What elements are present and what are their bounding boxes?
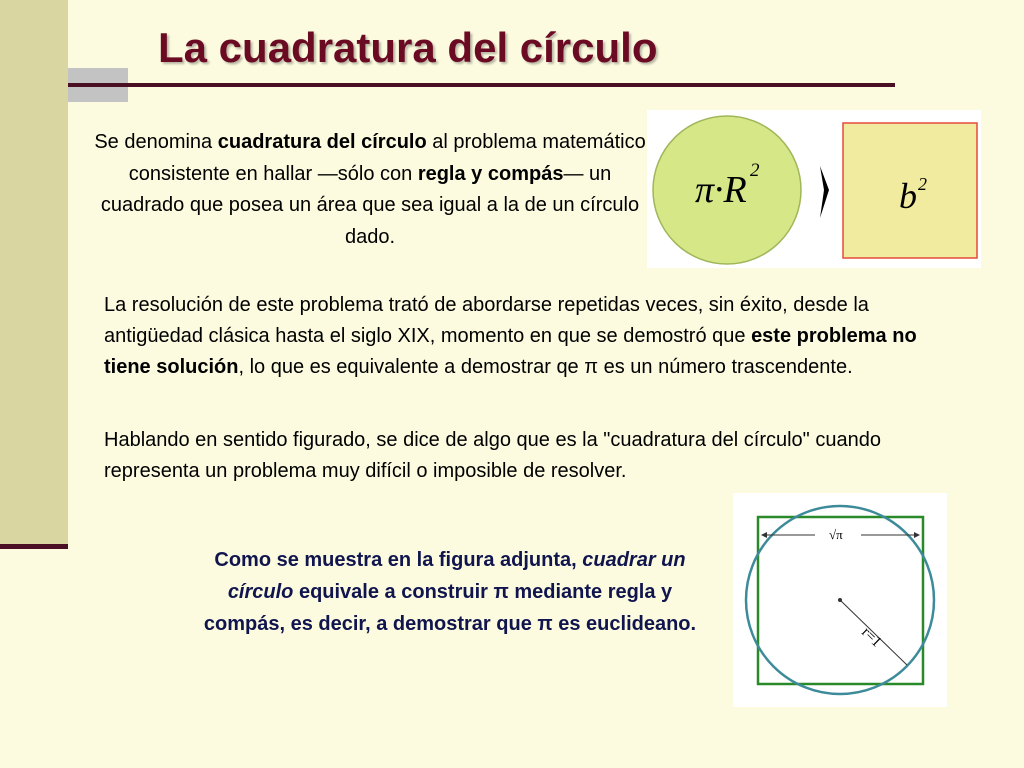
callout-italic: cuadrar un círculo xyxy=(227,549,686,603)
circle-square-diagram xyxy=(647,110,981,268)
side-length-label: √π xyxy=(829,527,843,542)
squaring-construction-diagram xyxy=(733,493,947,707)
sidebar-rule xyxy=(0,544,68,549)
history-paragraph xyxy=(104,290,934,383)
circle-area-exponent: 2 xyxy=(750,160,760,181)
circle-square-figure xyxy=(647,110,981,268)
callout-text-1: Como se muestra en la figura adjunta, xyxy=(214,549,583,571)
arrow-icon xyxy=(820,166,829,218)
title-underline xyxy=(68,83,895,87)
callout-text-2: equivale a construir π mediante regla y compás, es decir, a demostrar que π es euclideano. xyxy=(203,581,697,635)
history-bold: este problema no tiene solución xyxy=(104,325,917,378)
dimension-arrowhead-left xyxy=(761,532,767,538)
dimension-arrowhead-right xyxy=(914,532,920,538)
intro-text-3: — un cuadrado que posea un área que sea igual a la de un círculo dado. xyxy=(100,162,640,248)
circle-area-label: π·R xyxy=(695,169,747,211)
squaring-construction-figure xyxy=(733,493,947,707)
intro-text-1: Se denomina xyxy=(94,131,218,153)
slide-title: La cuadratura del círculo xyxy=(158,24,658,71)
history-text-1: La resolución de este problema trató de abordarse repetidas veces, sin éxito, desde la antigüedad clásica hasta el siglo XIX, momento en que se demostró que xyxy=(104,294,869,347)
square-area-label: b xyxy=(899,176,917,216)
history-text-2: , lo que es equivalente a demostrar qe π es un número trascendente. xyxy=(238,356,853,378)
sidebar-accent-bar xyxy=(0,0,68,548)
intro-bold-1: cuadratura del círculo xyxy=(217,131,427,153)
intro-text-2: al problema matemático consistente en hallar —sólo con xyxy=(128,131,646,185)
figurative-paragraph: Hablando en sentido figurado, se dice de algo que es la "cuadratura del círculo" cuando representa un problema muy difícil o imposible de resolver. xyxy=(104,429,881,482)
intro-bold-2: regla y compás xyxy=(417,162,564,185)
square-area-exponent: 2 xyxy=(918,174,927,194)
intro-paragraph xyxy=(90,127,650,253)
radius-label: r=1 xyxy=(858,624,885,651)
callout-paragraph xyxy=(190,544,710,640)
